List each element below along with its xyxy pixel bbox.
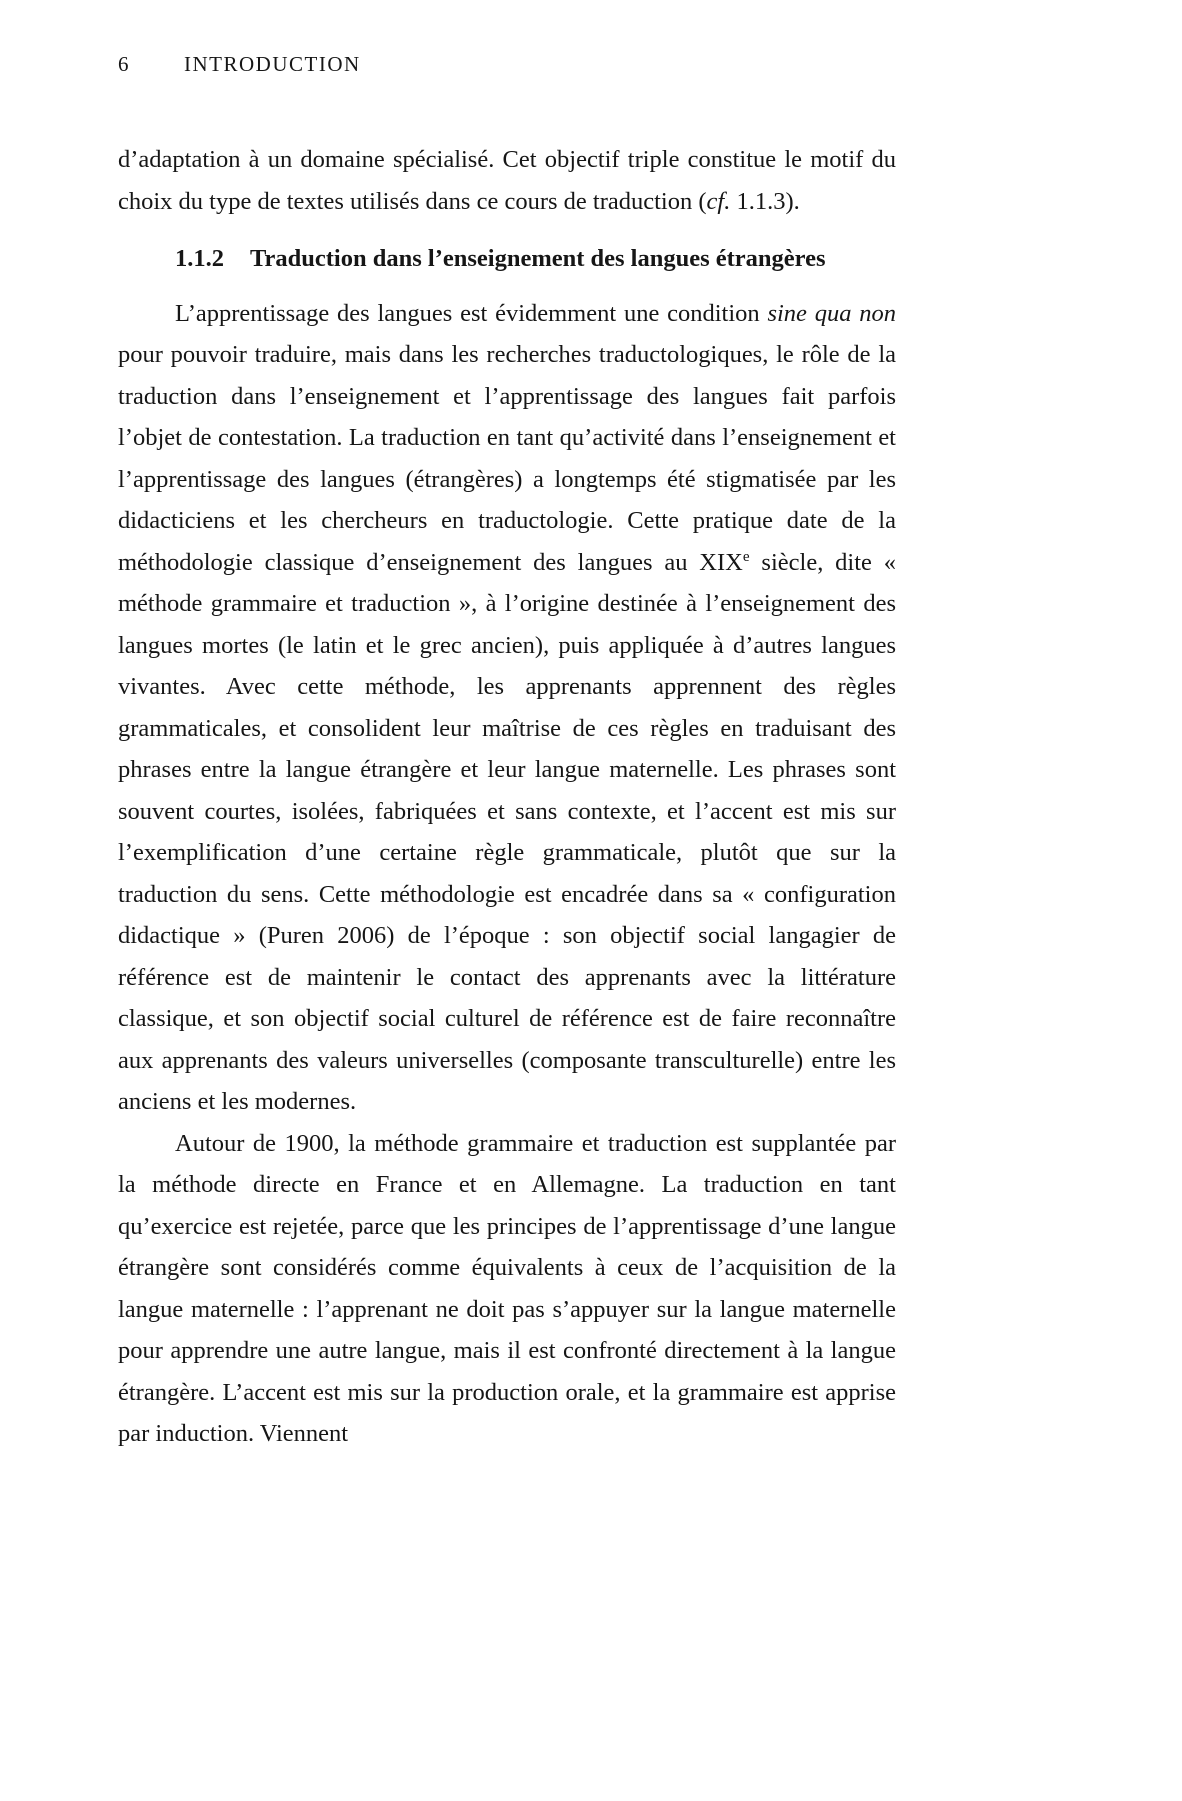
text-segment: e: [742, 547, 750, 565]
text-segment: Autour de 1900, la méthode grammaire et traduction est supplantée par la méthode directe en France et en Allemagne. La traduction en tant qu’exercice est rejetée, parce que les principes de l’apprentissage d’une langue étrangère sont considérés comme équivalents à ceux de l’acquisition de la langue maternelle : l’apprenant ne doit pas s’appuyer sur la langue maternelle pour apprendre une autre langue, mais il est confronté directement à la langue étrangère. L’accent est mis sur la production orale, et la grammaire est apprise par induction. Viennent: [118, 1129, 896, 1447]
section-number: 1.1.2: [175, 245, 224, 272]
text-segment: sine qua non: [767, 299, 896, 327]
text-block: [118, 139, 896, 1455]
text-segment: 1.1.3).: [730, 187, 800, 215]
section-heading: [118, 238, 896, 280]
running-header: [118, 52, 361, 77]
running-title: INTRODUCTION: [184, 52, 361, 76]
text-segment: L’apprentissage des langues est évidemment une condition: [175, 299, 768, 327]
text-segment: d’adaptation à un domaine spécialisé. Cet objectif triple constitue le motif du choix du type de textes utilisés dans ce cours de traduction (: [118, 146, 896, 215]
page-number: 6: [118, 52, 129, 76]
text-segment: siècle, dite « méthode grammaire et traduction », à l’origine destinée à l’enseignement des langues mortes (le latin et le grec ancien), puis appliquée à d’autres langues vivantes. Avec cette méthode, les apprenants apprennent des règles grammaticales, et consolident leur maîtrise de ces règles en traduisant des phrases entre la langue étrangère et leur langue maternelle. Les phrases sont souvent courtes, isolées, fabriquées et sans contexte, et l’accent est mis sur l’exemplification d’une certaine règle grammaticale, plutôt que sur la traduction du sens. Cette méthodologie est encadrée dans sa « configuration didactique » (Puren 2006) de l’époque : son objectif social langagier de référence est de maintenir le contact des apprenants avec la littérature classique, et son objectif social culturel de référence est de faire reconnaître aux apprenants des valeurs universelles (composante transculturelle) entre les anciens et les modernes.: [118, 548, 896, 1115]
section-title: Traduction dans l’enseignement des langues étrangères: [250, 245, 826, 272]
text-segment: cf.: [706, 187, 731, 215]
text-segment: pour pouvoir traduire, mais dans les recherches traductologiques, le rôle de la traduction dans l’enseignement et l’apprentissage des langues fait parfois l’objet de contestation. La traduction en tant qu’activité dans l’enseignement et l’apprentissage des langues (étrangères) a longtemps été stigmatisée par les didacticiens et les chercheurs en traductologie. Cette pratique date de la méthodologie classique d’enseignement des langues au XIX: [118, 341, 896, 576]
paragraph-continuation: [118, 139, 896, 222]
paragraph-grammar-translation-method: [118, 293, 896, 1123]
paragraph-direct-method: [118, 1123, 896, 1455]
